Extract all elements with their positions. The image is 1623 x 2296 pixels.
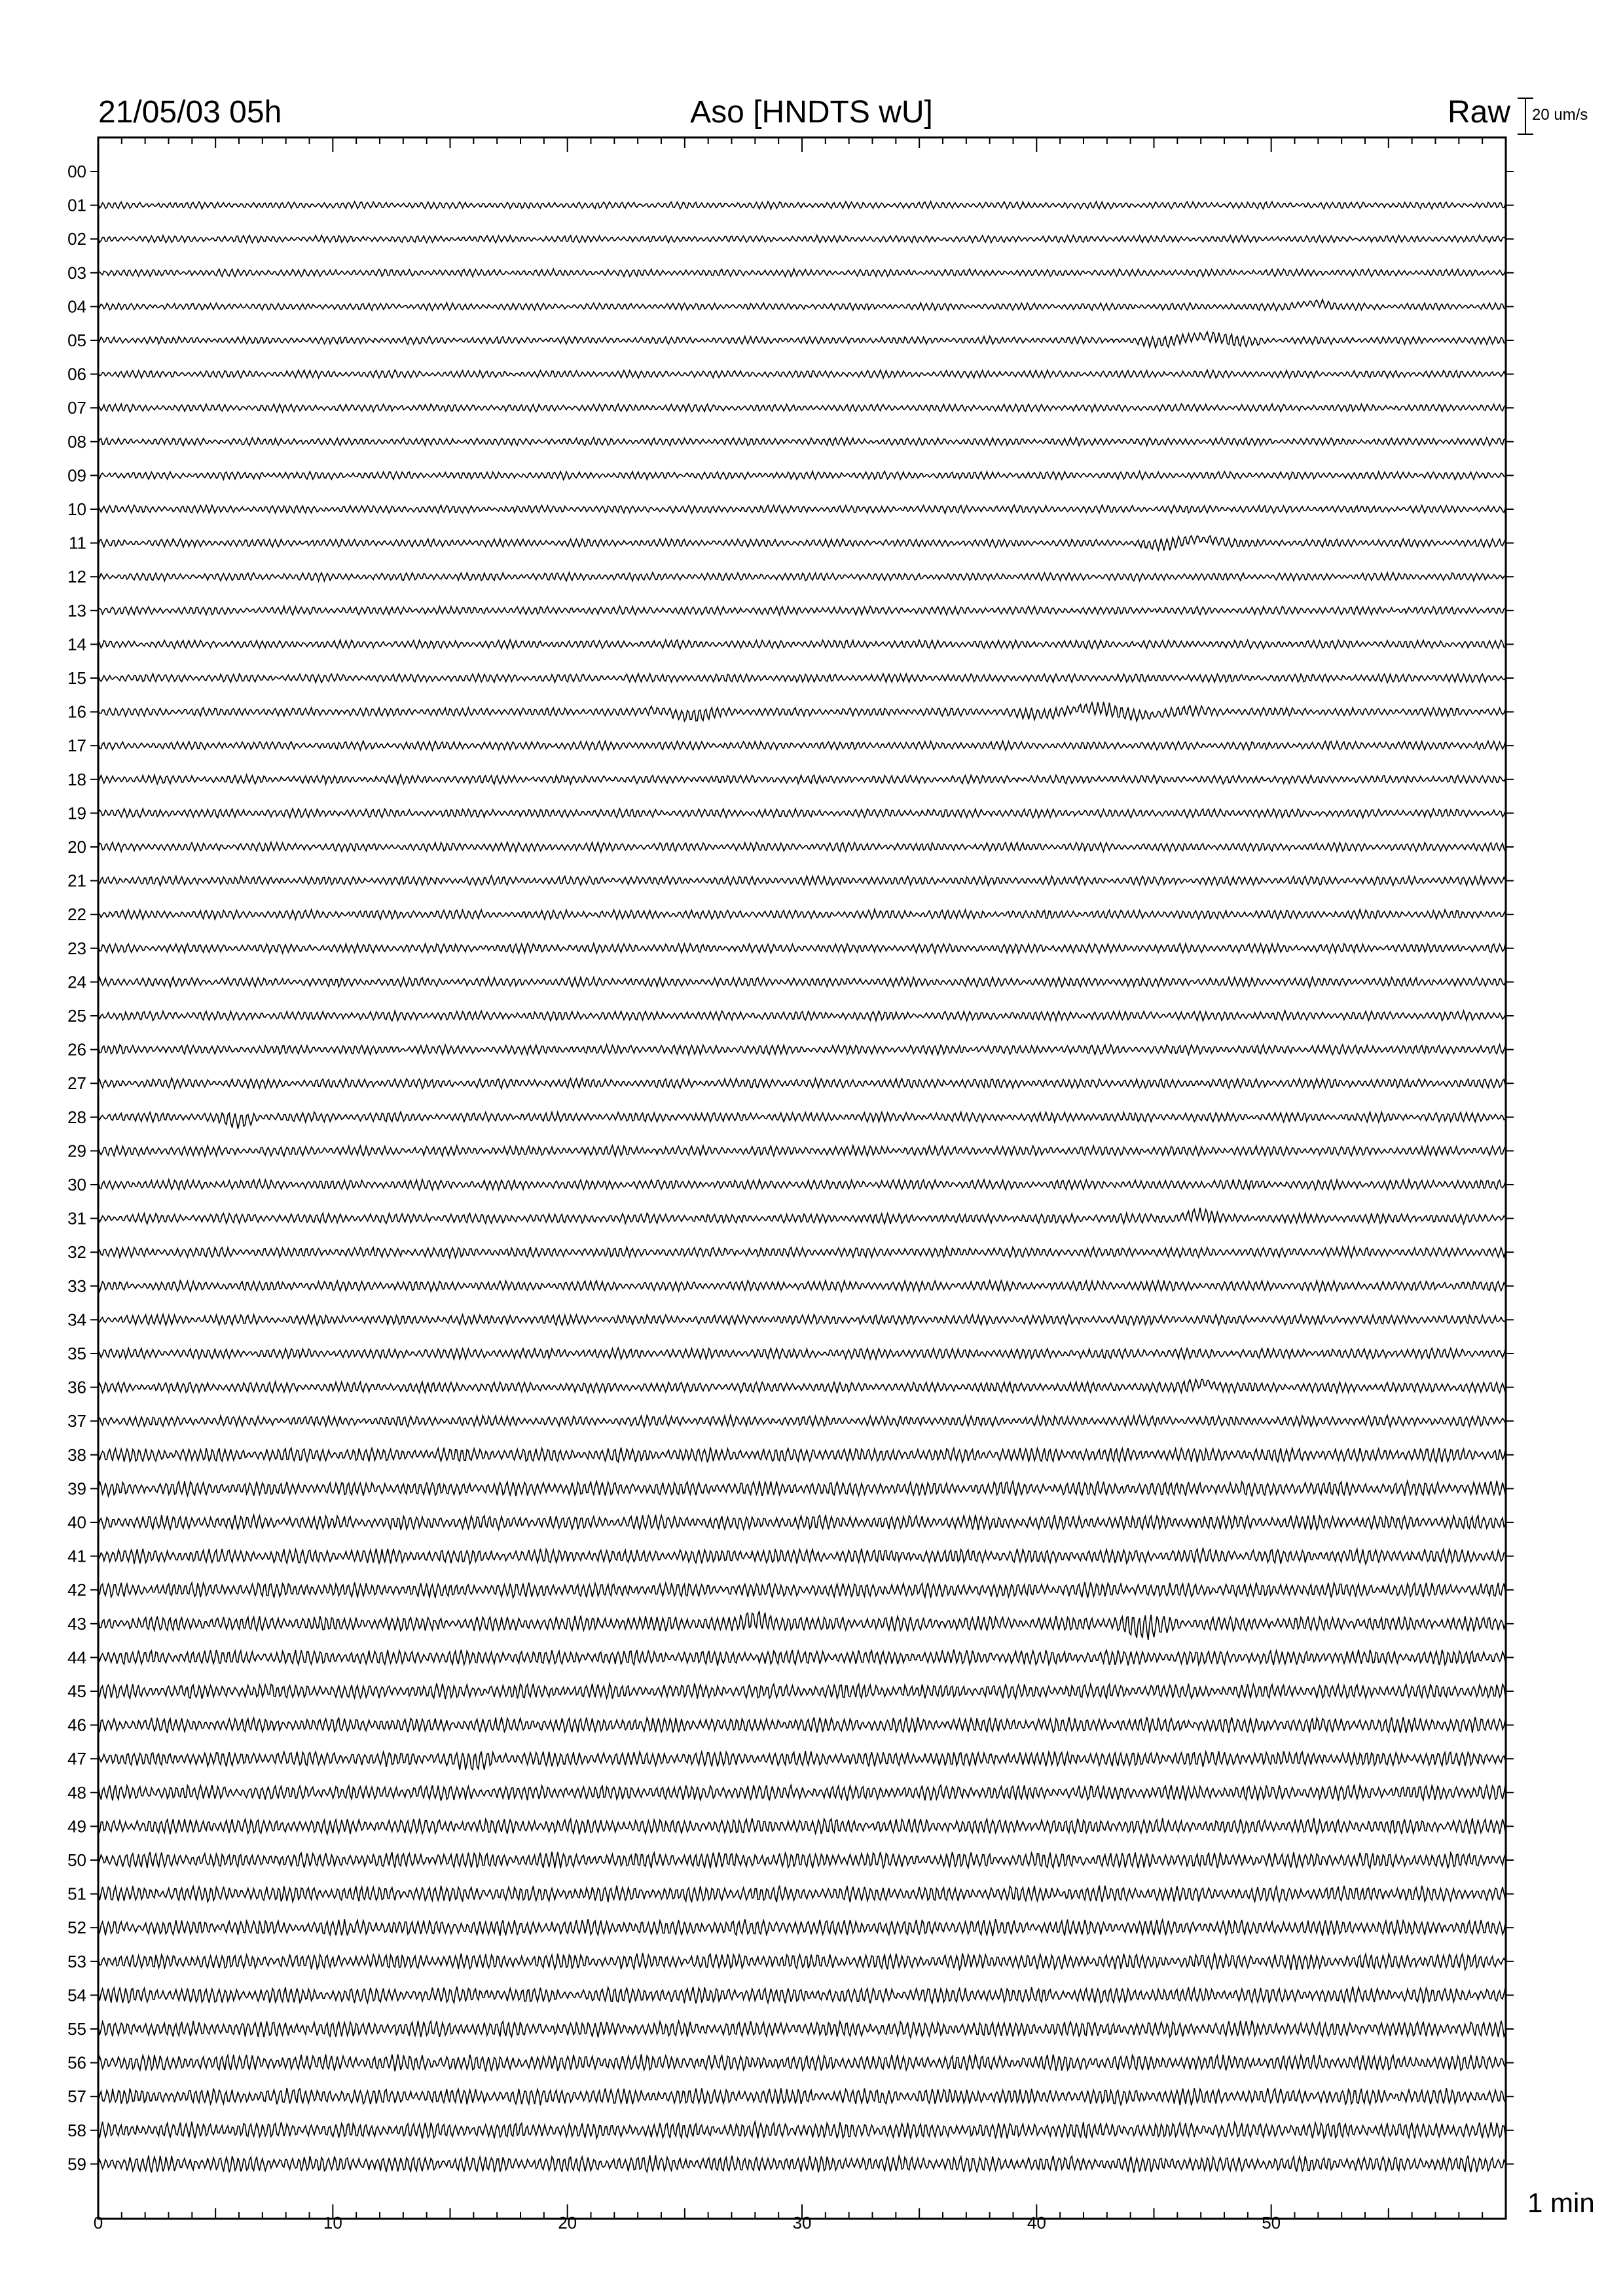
- trace-row-37: [98, 1415, 1505, 1427]
- trace-row-09: [98, 471, 1505, 480]
- trace-row-32: [98, 1247, 1505, 1258]
- row-label: 45: [67, 1681, 86, 1701]
- row-label: 37: [67, 1411, 86, 1431]
- trace-row-34: [98, 1314, 1505, 1325]
- trace-row-39: [98, 1481, 1505, 1497]
- row-label: 25: [67, 1006, 86, 1026]
- row-label: 55: [67, 2019, 86, 2039]
- trace-row-18: [98, 775, 1505, 784]
- row-label: 17: [67, 736, 86, 756]
- row-label: 24: [67, 972, 86, 992]
- row-label: 40: [67, 1513, 86, 1532]
- trace-row-59: [98, 2155, 1505, 2173]
- row-label: 18: [67, 769, 86, 789]
- row-label: 00: [67, 162, 86, 181]
- time-ticks: [98, 137, 1506, 2219]
- trace-row-10: [98, 505, 1505, 514]
- row-label: 33: [67, 1276, 86, 1296]
- row-label: 51: [67, 1884, 86, 1904]
- row-label: 14: [67, 634, 86, 655]
- row-label: 06: [67, 364, 86, 384]
- seismic-traces: [98, 202, 1505, 2173]
- trace-row-52: [98, 1919, 1505, 1936]
- trace-row-30: [98, 1179, 1505, 1190]
- trace-row-33: [98, 1280, 1505, 1291]
- trace-row-36: [98, 1379, 1505, 1393]
- plot-frame: [98, 137, 1506, 2219]
- row-label: 21: [67, 870, 86, 891]
- row-label: 04: [67, 296, 86, 317]
- x-tick-label: 10: [323, 2213, 342, 2233]
- row-label: 03: [67, 262, 86, 283]
- trace-row-26: [98, 1045, 1505, 1054]
- trace-row-17: [98, 741, 1505, 750]
- row-label: 47: [67, 1749, 86, 1769]
- row-label: 36: [67, 1377, 86, 1397]
- scale-bar-label: 20 um/s: [1532, 106, 1588, 124]
- row-label: 32: [67, 1242, 86, 1263]
- trace-row-08: [98, 438, 1505, 446]
- trace-row-06: [98, 370, 1505, 378]
- trace-row-05: [98, 332, 1505, 348]
- trace-row-19: [98, 809, 1505, 818]
- row-label: 20: [67, 837, 86, 857]
- trace-row-35: [98, 1348, 1505, 1359]
- trace-row-54: [98, 1986, 1505, 2003]
- trace-row-55: [98, 2020, 1505, 2037]
- row-label: 10: [67, 499, 86, 519]
- row-label: 43: [67, 1613, 86, 1634]
- row-label: 49: [67, 1816, 86, 1837]
- x-tick-label: 20: [558, 2213, 577, 2233]
- row-label: 42: [67, 1580, 86, 1600]
- row-label: 35: [67, 1344, 86, 1363]
- row-label: 22: [67, 905, 86, 925]
- row-label: 56: [67, 2053, 86, 2073]
- row-labels: [67, 162, 1514, 2174]
- row-duration-label: 1 min: [1527, 2187, 1595, 2218]
- row-label: 44: [67, 1647, 86, 1668]
- row-label: 34: [67, 1310, 86, 1330]
- row-label: 11: [69, 533, 86, 553]
- trace-row-42: [98, 1582, 1505, 1598]
- trace-row-15: [98, 673, 1505, 683]
- row-label: 31: [67, 1208, 86, 1229]
- mode-label: Raw: [1447, 95, 1510, 130]
- trace-row-43: [98, 1611, 1505, 1640]
- row-label: 07: [67, 398, 86, 418]
- trace-row-12: [98, 573, 1505, 581]
- trace-row-51: [98, 1886, 1505, 1903]
- row-label: 41: [67, 1546, 86, 1566]
- trace-row-21: [98, 876, 1505, 886]
- row-label: 26: [67, 1039, 86, 1060]
- trace-row-49: [98, 1818, 1505, 1835]
- trace-row-48: [98, 1785, 1505, 1801]
- trace-row-28: [98, 1112, 1505, 1129]
- trace-row-13: [98, 606, 1505, 615]
- trace-row-03: [98, 269, 1505, 277]
- row-label: 38: [67, 1444, 86, 1465]
- x-tick-label: 30: [792, 2213, 812, 2233]
- row-label: 23: [67, 938, 86, 958]
- x-tick-label: 0: [93, 2213, 103, 2233]
- trace-row-46: [98, 1717, 1505, 1733]
- row-label: 15: [67, 668, 86, 688]
- trace-row-16: [98, 702, 1505, 721]
- row-label: 05: [67, 331, 86, 350]
- station-title: Aso [HNDTS wU]: [690, 95, 933, 130]
- trace-row-45: [98, 1683, 1505, 1699]
- trace-row-07: [98, 404, 1505, 412]
- row-label: 53: [67, 1951, 86, 1971]
- row-label: 57: [67, 2087, 86, 2107]
- row-label: 54: [67, 1985, 86, 2005]
- row-label: 02: [67, 229, 86, 249]
- row-label: 50: [67, 1850, 86, 1870]
- trace-row-47: [98, 1751, 1505, 1770]
- trace-row-58: [98, 2122, 1505, 2139]
- trace-row-24: [98, 977, 1505, 987]
- trace-row-02: [98, 235, 1505, 243]
- trace-row-40: [98, 1515, 1505, 1530]
- trace-row-22: [98, 910, 1505, 920]
- row-label: 13: [67, 600, 86, 620]
- trace-row-20: [98, 842, 1505, 852]
- trace-row-11: [98, 536, 1505, 551]
- row-label: 27: [67, 1073, 86, 1094]
- row-label: 19: [67, 803, 86, 823]
- row-label: 08: [67, 431, 86, 452]
- x-tick-label: 40: [1027, 2213, 1046, 2233]
- trace-row-41: [98, 1549, 1505, 1564]
- row-label: 59: [67, 2154, 86, 2174]
- row-label: 48: [67, 1782, 86, 1803]
- trace-row-27: [98, 1078, 1505, 1088]
- trace-row-14: [98, 640, 1505, 649]
- date-hour-label: 21/05/03 05h: [98, 95, 282, 130]
- row-label: 12: [67, 567, 86, 587]
- trace-row-23: [98, 943, 1505, 953]
- x-tick-labels: [94, 2213, 1281, 2233]
- trace-row-29: [98, 1145, 1505, 1156]
- row-label: 16: [67, 702, 86, 722]
- row-label: 39: [67, 1479, 86, 1499]
- trace-row-53: [98, 1953, 1505, 1970]
- x-tick-label: 50: [1262, 2213, 1281, 2233]
- trace-row-44: [98, 1649, 1505, 1665]
- row-label: 28: [67, 1107, 86, 1127]
- trace-row-25: [98, 1011, 1505, 1020]
- trace-row-38: [98, 1447, 1505, 1462]
- row-label: 29: [67, 1141, 86, 1161]
- trace-row-01: [98, 202, 1505, 209]
- trace-row-31: [98, 1208, 1505, 1224]
- trace-row-56: [98, 2054, 1505, 2072]
- row-label: 30: [67, 1175, 86, 1194]
- trace-row-04: [98, 300, 1505, 311]
- row-label: 58: [67, 2120, 86, 2140]
- row-label: 46: [67, 1715, 86, 1735]
- row-label: 09: [67, 465, 86, 486]
- trace-row-57: [98, 2088, 1505, 2106]
- row-label: 52: [67, 1918, 86, 1938]
- row-label: 01: [67, 195, 86, 215]
- trace-row-50: [98, 1852, 1505, 1868]
